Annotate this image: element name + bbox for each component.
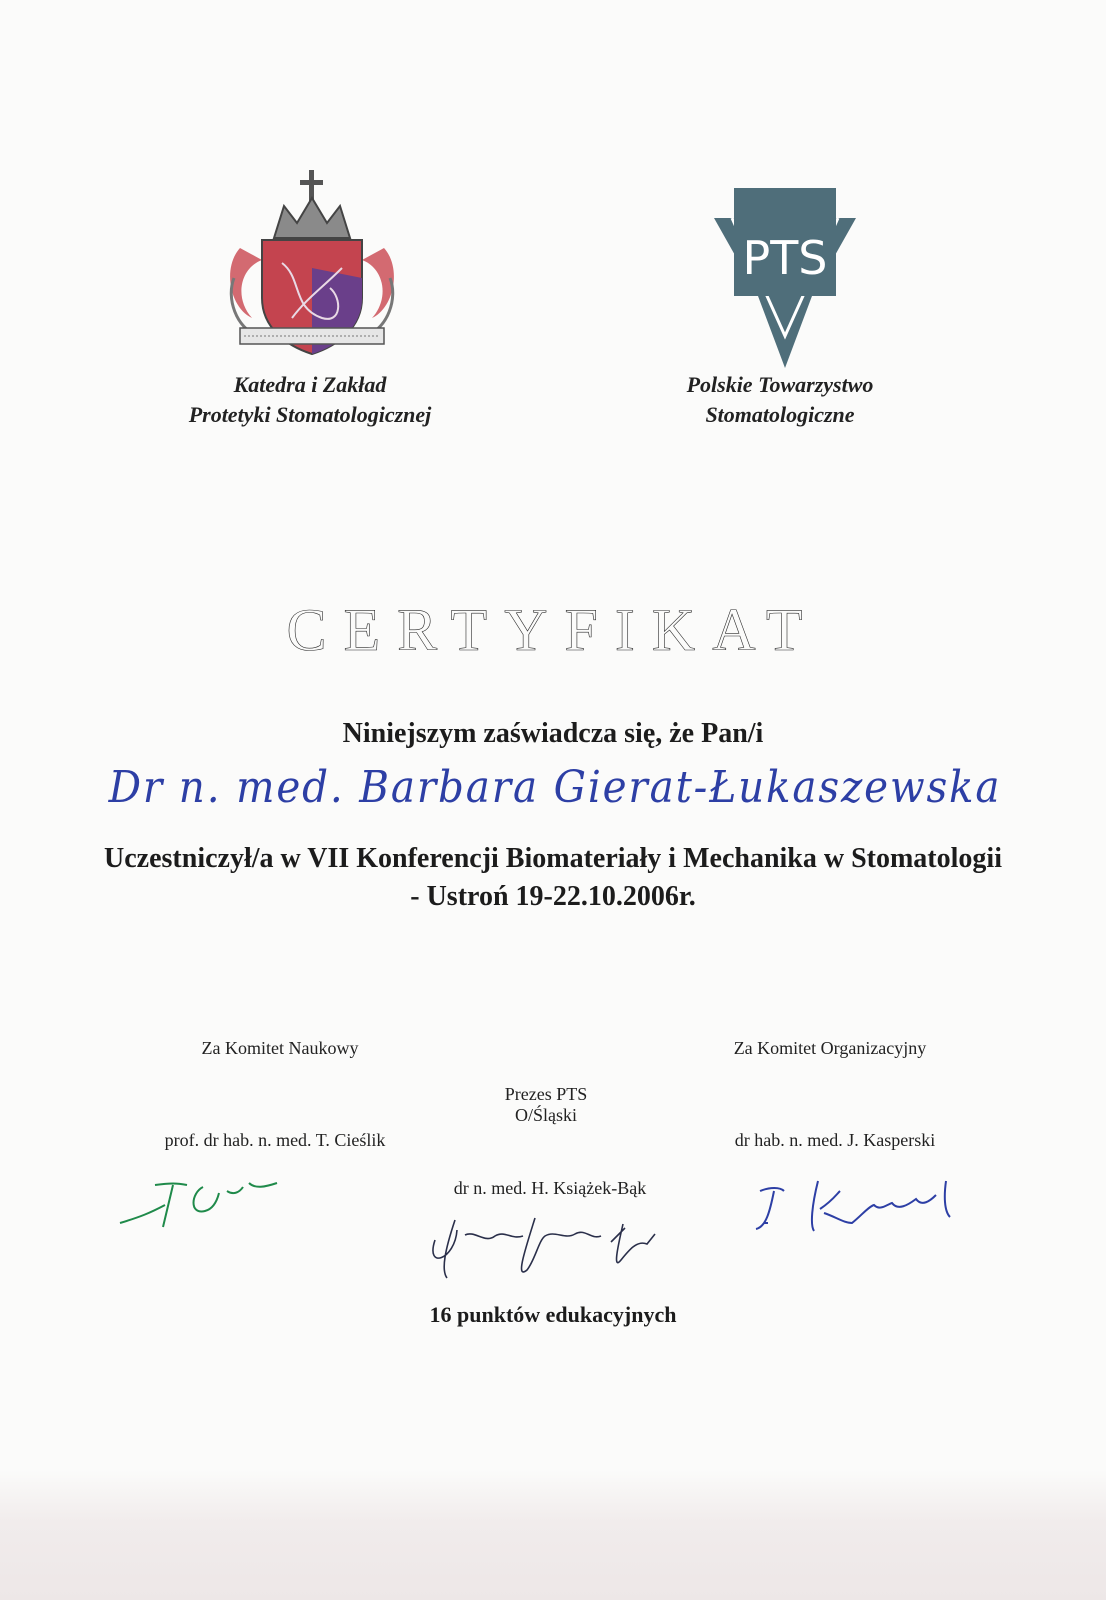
middle-role [446, 1084, 646, 1126]
right-org-name [630, 370, 930, 430]
pts-logo [712, 186, 858, 370]
paper-shadow [0, 1470, 1106, 1600]
left-signature [115, 1165, 285, 1235]
right-signatory-name: dr hab. n. med. J. Kasperski [734, 1130, 936, 1150]
right-committee-label: Za Komitet Organizacyjny [733, 1038, 927, 1058]
participation-text: Uczestniczył/a w VII Konferencji Biomateriały i Mechanika w Stomatologii - Ustroń 19-22.10.2006r. [104, 843, 1002, 912]
right-signature [740, 1165, 970, 1245]
certificate-title: CERTYFIKAT [286, 597, 820, 663]
left-org-line2: Protetyki Stomatologicznej [188, 402, 432, 427]
middle-signatory-name: dr n. med. H. Książek-Bąk [453, 1178, 647, 1198]
right-org-line1: Polskie Towarzystwo [686, 372, 874, 397]
education-points: 16 punktów edukacyjnych [429, 1302, 677, 1327]
left-committee-label: Za Komitet Naukowy [201, 1038, 359, 1058]
recipient-name-handwritten: Dr n. med. Barbara Gierat-Łukaszewska [108, 762, 1002, 813]
left-org-line1: Katedra i Zakład [233, 372, 387, 397]
left-org-name [150, 370, 470, 430]
middle-role-line1: Prezes PTS [504, 1084, 588, 1104]
middle-role-line2: O/Śląski [514, 1105, 577, 1125]
middle-signature [415, 1200, 675, 1285]
university-crest-logo [222, 168, 402, 378]
declaration-line: Niniejszym zaświadcza się, że Pan/i [342, 718, 764, 749]
pts-logo-text: PTS [742, 231, 828, 285]
left-signatory-name: prof. dr hab. n. med. T. Cieślik [164, 1130, 386, 1150]
right-org-line2: Stomatologiczne [705, 402, 855, 427]
